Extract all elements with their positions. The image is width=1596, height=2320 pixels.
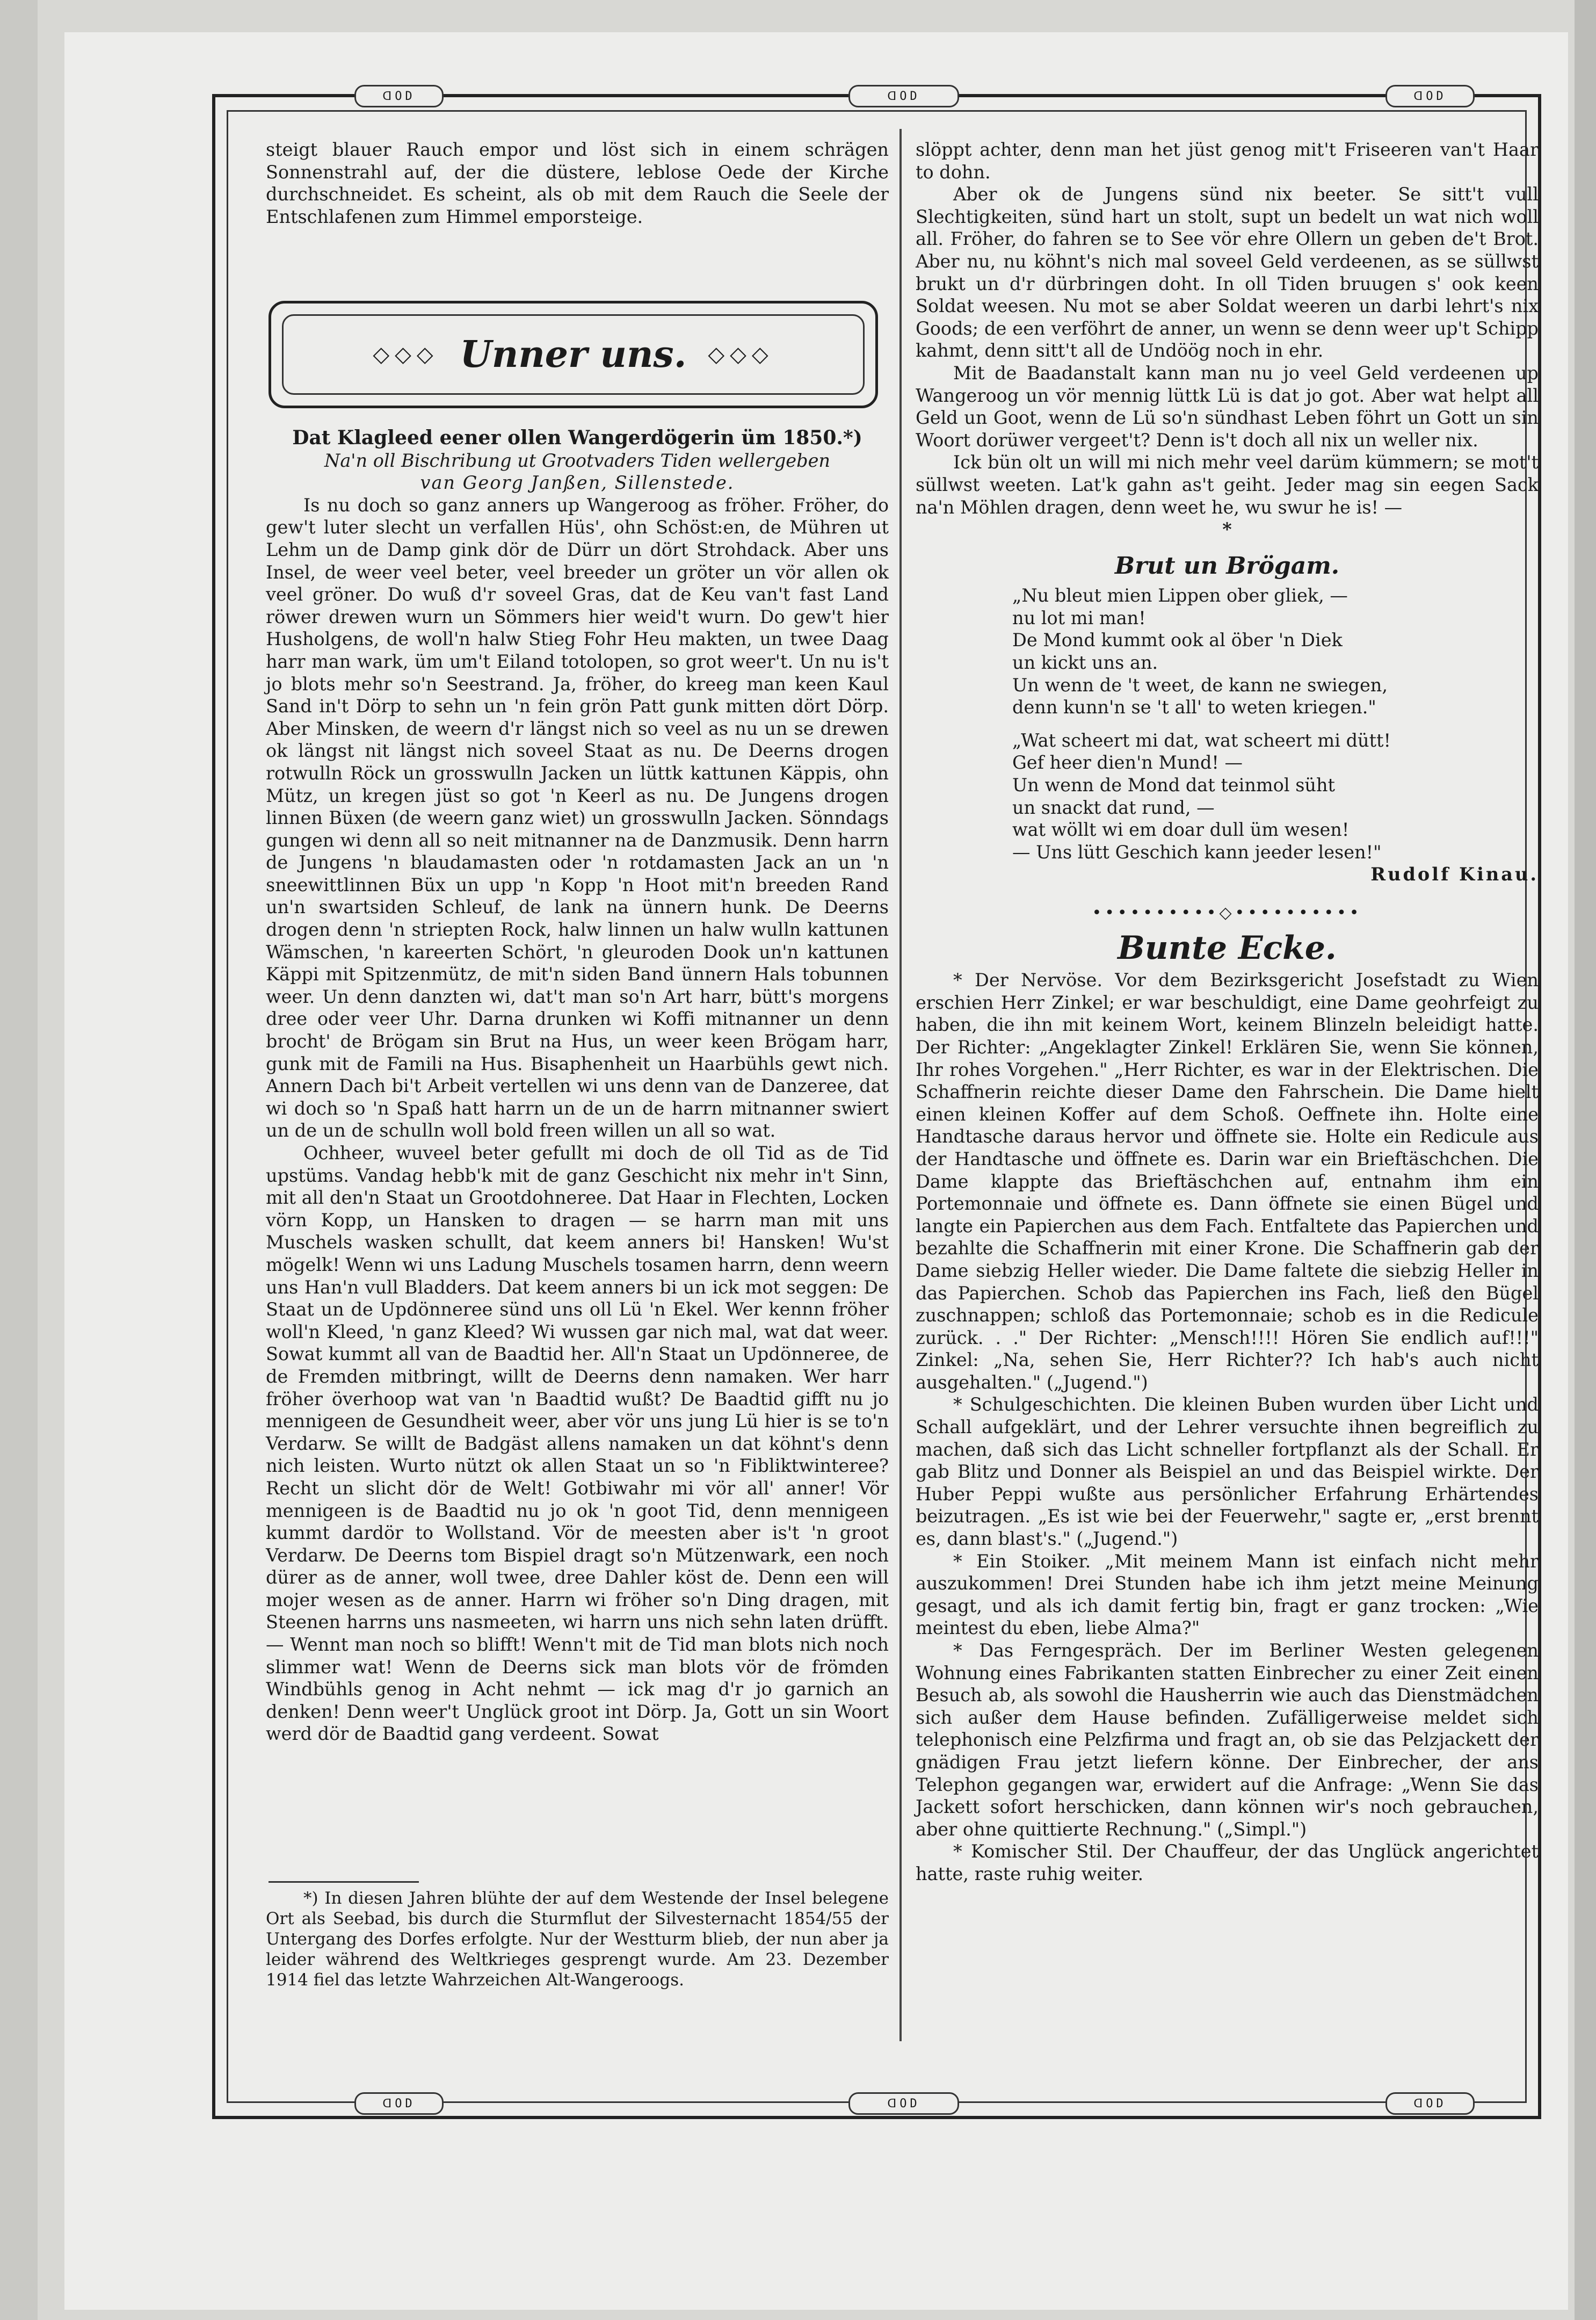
scan-border-right (1575, 0, 1596, 2320)
poem-line: Un wenn de Mond dat teinmol süht (1012, 775, 1336, 796)
article-paragraph-2: Ochheer, wuveel beter gefullt mi doch de oll Tid as de Tid upstüms. Vandag hebb'k mit de ganz Geschicht nix mehr in't Sinn, mit all den'n Staat un Grootdohneree. Dat Haar in Flechten, Locken vörn Kopp, un Hansken to dragen — se harrn man mit uns Muschels wasken schullt, dat keem anners bi! Hansken! Wu'st mögelk! Wenn wi uns Ladung Muschels tosamen harrn, denn weern uns Han'n vull Bladders. Dat keem anners bi un ick mot seggen: De Staat un de Updönneree sünd uns oll Lü 'n Ekel. Wer kennn fröher woll'n Kleed, 'n ganz Kleed? Wi wussen gar nich mal, wat dat weer. Sowat kummt all van de Baadtid her. All'n Staat un Updönneree, de de Fremden mitbringt, willt de Deerns denn namaken. Wer harr fröher överhoop wat van 'n Baadtid wußt? De Baadtid gifft nu jo mennigeen de Gesundheit weer, aber vör uns jung Lü hier is se to'n Verdarw. Se willt de Badgäst allens namaken un dat köhnt's denn nich leisten. Wurto nützt ok allen Staat un so 'n Fibliktwinteree? Recht un slicht dör de Welt! Gotbiwahr mi vör all' anner! Vör mennigeen is de Baadtid nu jo ok 'n goot Tid, denn mennigeen kummt dardör to Wollstand. Vör de meesten aber is't 'n groot Verdarw. De Deerns tom Bispiel dragt so'n Mützenwark, een noch dürer as de anner, woll twee, dree Dahler köst de. Denn een will mojer wesen as de anner. Harrn wi fröher so'n Ding dragen, mit Steenen harrns uns nasmeeten, wi harrn uns nich sehn laten drüfft. — Wennt man noch so blifft! Wenn't mit de Tid man blots nich noch slimmer wat! Wenn de Deerns sick man blots vör de frömden Windbühls genog in Acht nehmt — ick mag d'r jo garnich an denken! Denn weer't Unglück groot int Dörp. Ja, Gott un sin Woort werd dör de Baadtid gang verdeent. Sowat (266, 1143, 889, 1745)
frame-ornament-top-mid: ᗡOD (848, 85, 959, 107)
footnote (266, 1888, 889, 1990)
poem-line: Un wenn de 't weet, de kann ne swiegen, (1012, 674, 1388, 696)
poem-line: un snackt dat rund, — (1012, 797, 1215, 818)
poem-title: Brut un Brögam. (1114, 552, 1340, 580)
poem-line: nu lot mi man! (1012, 607, 1146, 628)
left-column (266, 139, 889, 228)
frame-ornament-bottom-right: ᗡOD (1385, 2092, 1475, 2115)
bunte-ecke-title: Bunte Ecke. (1118, 929, 1337, 967)
anecdote-item: * Schulgeschichten. Die kleinen Buben wurden über Licht und Schall aufgeklärt, und der Lehrer versuchte ihnen begreiflich zu machen, daß sich das Licht schneller fortpflanzt als der Schall. Er gab Blitz und Donner als Beispiel an und das Beispiel wirkte. Der Huber Peppi wußte aus persönlicher Erfahrung Erhärtendes beizutragen. „Es ist wie bei der Feuerwehr," sagte er, „erst brennt es, dann blast's." („Jugend.") (916, 1394, 1539, 1550)
right-paragraph-4: Ick bün olt un will mi nich mehr veel darüm kümmern; se mot't süllwst weeten. Lat'k gahn as't geiht. Jeder mag sin eegen Sack na'n Möhlen dragen, denn weet he, wu swur he is! — (916, 452, 1539, 518)
ornament-right: ◇◇◇ (708, 342, 774, 367)
separator-star: * (1222, 519, 1232, 540)
poem-line: un kickt uns an. (1012, 652, 1158, 674)
article-subtitle-1: Na'n oll Bischribung ut Grootvaders Tiden wellergeben (324, 450, 830, 471)
right-column (916, 139, 1539, 1885)
article-paragraph-1: Is nu doch so ganz anners up Wangeroog as fröher. Fröher, do gew't luter slecht un verfallen Hüs', ohn Schöst:en, de Mühren ut Lehm un de Damp gink dör de Dürr un dört Strohdack. Aber uns Insel, de weer veel beter, veel breeder un gröter un vör allen ok veel gröner. Do wuß d'r soveel Gras, dat de Keu van't fast Land röwer drewen wurn un Sömmers hier weid't wurn. Do gew't hier Husholgens, de woll'n halw Stieg Fohr Heu makten, un twee Daag harr man wark, üm um't Eiland totolopen, so grot weer't. Un nu is't jo blots mehr so'n Seestrand. Ja, fröher, do kreeg man keen Kaul Sand in't Dörp to sehn un 'n fein grön Patt gunk mitten dört Dörp. Aber Minsken, de weern d'r längst nich so veel as nu un se drewen ok längst nit längst nich soveel Staat as nu. De Deerns drogen rotwulln Röck un grosswulln Jacken un lüttk kattunen Käppis, ohn Mütz, un kregen jüst so got 'n Keerl as nu. De Jungens drogen linnen Büxen (de weern ganz wiet) un grosswulln Jacken. Sönndags gungen wi denn all so neit mitnanner na de Danzmusik. Denn harrn de Jungens 'n blaudamasten oder 'n rotdamasten Jack an un 'n sneewittlinnen Büx un upp 'n Kopp 'n Hoot mit'n breeden Rand un'n swartsiden Schleuf, de lank na ünnern hunk. De Deerns drogen denn 'n striepten Rock, halw linnen un halw wulln kattunen Wämschen, 'n kareerten Schört, 'n gleuroden Dook un'n kattunen Käppi mit Spitzenmütz, de mit'n siden Band ünnern Hals tobunnen weer. Un denn danzten wi, dat't man so'n Art harr, bütt's morgens dree oder veer Uhr. Darna drunken wi Koffi mitnanner un denn brocht' de Brögam sin Brut na Hus, un weer keen Brögam harr, gunk mit de Famili na Hus. Bisaphenheit un Haarbühls gewt nich. Annern Dach bi't Arbeit vertellen wi uns denn van de Danzeree, dat wi doch so 'n Spaß hatt harrn un de un de harrn mitnanner swiert un de un de schulln woll bold freen willen un all so wat. (266, 494, 889, 1141)
poem-author: Rudolf Kinau. (1370, 864, 1539, 885)
footnote-rule (269, 1881, 419, 1883)
section-title: Unner uns. (460, 333, 687, 376)
frame-ornament-bottom-left: ᗡOD (354, 2092, 444, 2115)
article-subtitle-2: van Georg Janßen, Sillenstede. (420, 472, 735, 494)
poem-line: denn kunn'n se 't all' to weten kriegen." (1012, 697, 1376, 718)
ornament-left: ◇◇◇ (373, 342, 439, 367)
anecdote-item: * Das Ferngespräch. Der im Berliner Westen gelegenen Wohnung eines Fabrikanten statten Einbrecher zu einer Zeit einen Besuch ab, als sowohl die Hausherrin wie auch das Dienstmädchen sich außer dem Hause befinden. Zufälligerweise meldet sich telephonisch eine Pelzfirma und fragt an, ob sie das Pelzjackett der gnädigen Frau jetzt liefern könne. Der Einbrecher, der ans Telephon gegangen war, erwidert auf die Anfrage: „Wenn Sie das Jackett sofort herschicken, dann können wir's noch gebrauchen, aber ohne quittierte Rechnung." („Simpl.") (916, 1640, 1539, 1840)
poem-line: Gef heer dien'n Mund! — (1012, 752, 1243, 774)
anecdote-item: * Der Nervöse. Vor dem Bezirksgericht Josefstadt zu Wien erschien Herr Zinkel; er war beschuldigt, eine Dame geohrfeigt zu haben, die ihn mit keinem Wort, keinem Blinzeln beleidigt hatte. Der Richter: „Angeklagter Zinkel! Erklären Sie, wenn Sie können, Ihr rohes Vorgehen." „Herr Richter, es war in der Elektrischen. Die Schaffnerin reichte dieser Dame den Fahrschein. Die Dame hielt einen kleinen Koffer auf dem Schoß. Oeffnete ihn. Holte eine Handtasche daraus hervor und öffnete sie. Holte ein Redicule aus der Handtasche und öffnete es. Darin war ein Brieftäschchen. Die Dame klappte das Brieftäschchen auf, entnahm ihm ein Portemonnaie und öffnete es. Dann öffnete sie einen Bügel und langte ein Papierchen aus dem Fach. Entfaltete das Papierchen und bezahlte die Schaffnerin mit einer Krone. Die Schaffnerin gab der Dame siebzig Heller wieder. Die Dame faltete die siebzig Heller in das Papierchen. Schob das Papierchen ins Fach, ließ den Bügel zuschnappen; schloß das Portemonnaie; schob es in die Redicule zurück. . ." Der Richter: „Mensch!!!! Hören Sie endlich auf!!!" Zinkel: „Na, sehen Sie, Herr Richter?? Ich hab's auch nicht ausgehalten." („Jugend.") (916, 970, 1539, 1393)
scan-border-left (0, 0, 38, 2320)
column-divider (899, 129, 902, 2041)
section-divider: ••••••••••◇•••••••••• (1092, 904, 1362, 922)
poem-line: „Nu bleut mien Lippen ober gliek, — (1012, 585, 1348, 606)
footnote-text: *) In diesen Jahren blühte der auf dem Westende der Insel belegene Ort als Seebad, bis durch die Sturmflut der Silvesternacht 1854/55 der Untergang des Dorfes erfolgte. Nur der Westturm blieb, der nun aber ja leider während des Weltkrieges gesprengt wurde. Am 23. Dezember 1914 fiel das letzte Wahrzeichen Alt-Wangeroogs. (266, 1889, 889, 1990)
frame-ornament-top-right: ᗡOD (1385, 85, 1475, 107)
intro-paragraph: steigt blauer Rauch empor und löst sich in einem schrägen Sonnenstrahl auf, der die düstere, leblose Oede der Kirche durchschneidet. Es scheint, als ob mit dem Rauch die Seele der Entschlafenen zum Himmel emporsteige. (266, 139, 889, 227)
right-paragraph-1: slöppt achter, denn man het jüst genog mit't Friseeren van't Haar to dohn. (916, 139, 1539, 183)
frame-ornament-bottom-mid: ᗡOD (848, 2092, 959, 2115)
section-title-inner (282, 314, 865, 395)
right-paragraph-2: Aber ok de Jungens sünd nix beeter. Se sitt't vull Slechtigkeiten, sünd hart un stolt, supt un bedelt un wat nich woll all. Fröher, do fahren se to See vör ehre Ollern un geben de't Brot. Aber nu, nu köhnt's nich mal soveel Geld verdeenen, as se süllwst brukt un d'r dürbringen doht. In oll Tiden bruugen s' ook keen Soldat weesen. Nu mot se aber Soldat weeren un darbi lehrt's nix Goods; de een verföhrt de anner, un wenn se denn weer up't Schipp kahmt, denn sitt't all de Undöög noch in ehr. (916, 184, 1539, 362)
right-paragraph-3: Mit de Baadanstalt kann man nu jo veel Geld verdeenen up Wangeroog un vör mennig lüttk Lü is dat jo got. Aber wat helpt all Geld un Goot, wenn de Lü so'n sündhast Leben föhrt un Gott un sin Woort dorüwer vergeet't? Denn is't doch all nix un weller nix. (916, 362, 1539, 451)
poem-line: „Wat scheert mi dat, wat scheert mi dütt! (1012, 729, 1391, 751)
poem-line: — Uns lütt Geschich kann jeeder lesen!" (1012, 841, 1382, 863)
poem-line: wat wöllt wi em doar dull üm wesen! (1012, 819, 1350, 841)
article-body-left (266, 427, 889, 1745)
article-title: Dat Klagleed eener ollen Wangerdögerin üm 1850.*) (292, 427, 862, 449)
anecdote-item: * Komischer Stil. Der Chauffeur, der das Unglück angerichtet hatte, raste ruhig weiter. (916, 1841, 1539, 1884)
poem (916, 584, 1539, 863)
poem-line: De Mond kummt ook al öber 'n Diek (1012, 630, 1343, 651)
anecdote-item: * Ein Stoiker. „Mit meinem Mann ist einfach nicht mehr auszukommen! Drei Stunden habe ich ihm jetzt meine Meinung gesagt, und als ich damit fertig bin, fragt er ganz trocken: „Wie meintest du eben, liebe Alma?" (916, 1550, 1539, 1639)
frame-ornament-top-left: ᗡOD (354, 85, 444, 107)
